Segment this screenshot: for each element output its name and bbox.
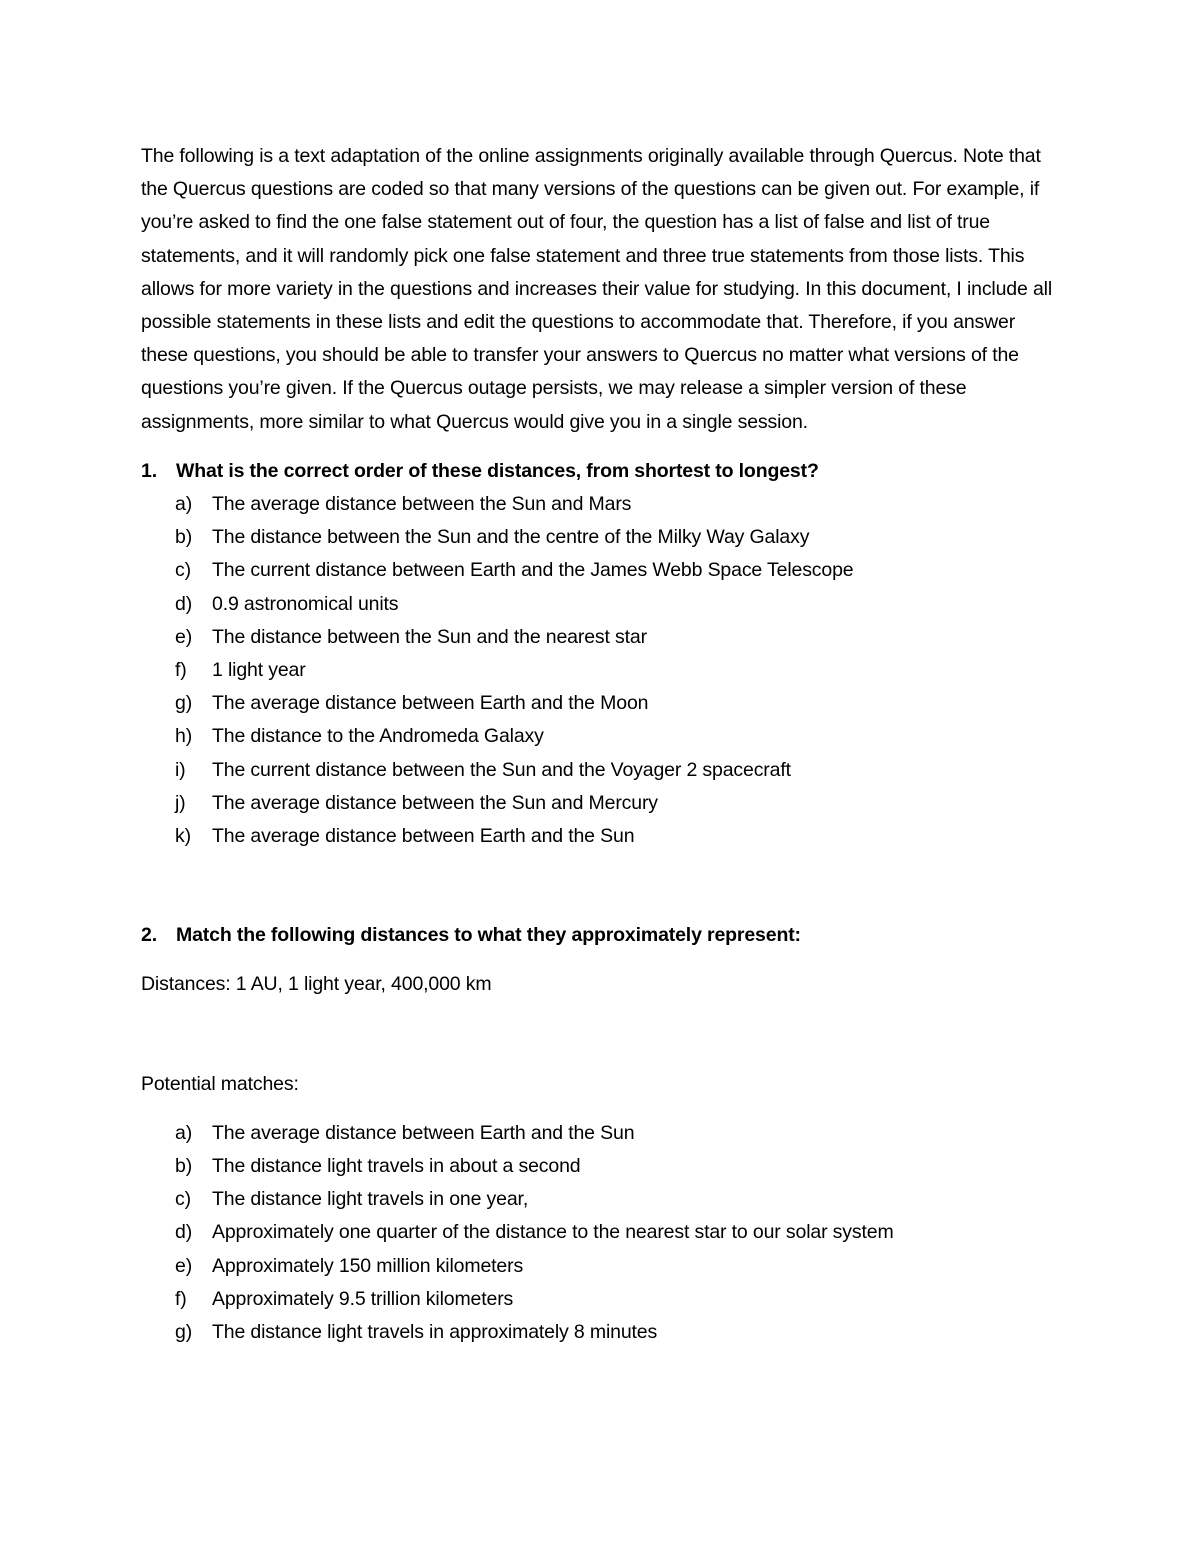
q1-option-b [141,521,1066,554]
q1-option-h-letter: h) [175,725,193,748]
question-2-number: 2. [141,924,157,947]
q2-option-d-letter: d) [175,1221,193,1244]
q1-option-f [141,654,1066,687]
q1-option-e [141,621,1066,654]
q2-option-e-text: Approximately 150 million kilometers [212,1254,524,1277]
q1-option-k-text: The average distance between Earth and the Sun [212,825,635,848]
potential-matches-label: Potential matches: [141,1072,299,1095]
distances-list: Distances: 1 AU, 1 light year, 400,000 km [141,973,492,996]
q2-option-a [141,1117,1066,1150]
q1-option-a [141,488,1066,521]
q2-option-c [141,1183,1066,1216]
q1-option-i-letter: i) [175,758,186,781]
q1-option-j-text: The average distance between the Sun and Mercury [212,791,658,814]
q2-option-c-text: The distance light travels in one year, [212,1188,529,1211]
q2-option-f-text: Approximately 9.5 trillion kilometers [212,1287,514,1310]
question-1-text: What is the correct order of these distances, from shortest to longest? [176,459,819,482]
q2-option-a-text: The average distance between Earth and the Sun [212,1121,635,1144]
q1-option-j [141,787,1066,820]
q1-option-k [141,820,1066,853]
q1-option-j-letter: j) [175,791,186,814]
q1-option-h-text: The distance to the Andromeda Galaxy [212,725,544,748]
q2-option-b-letter: b) [175,1155,193,1178]
q1-option-i-text: The current distance between the Sun and the Voyager 2 spacecraft [212,758,791,781]
q2-option-f-letter: f) [175,1287,187,1310]
q1-option-g-letter: g) [175,692,193,715]
q1-option-f-text: 1 light year [212,659,306,682]
question-1 [141,455,1066,488]
q2-option-d-text: Approximately one quarter of the distance to the nearest star to our solar system [212,1221,894,1244]
q2-option-d [141,1216,1066,1249]
question-1-options [141,488,1066,853]
question-2-options [141,1117,1066,1349]
q1-option-b-text: The distance between the Sun and the centre of the Milky Way Galaxy [212,526,810,549]
q1-option-d [141,588,1066,621]
question-2 [141,919,1066,952]
q1-option-h [141,720,1066,753]
document-body [141,140,1066,1349]
question-1-number: 1. [141,459,157,482]
q2-option-f [141,1283,1066,1316]
q1-option-f-letter: f) [175,659,187,682]
intro-paragraph: The following is a text adaptation of the online assignments originally available through Quercus. Note that the Quercus questions are coded so that many versions of the questions can be given out. For example, if you’re asked to find the one false statement out of four, the question has a list of false and list of true statements, and it will randomly pick one false statement and three true statements from those lists. This allows for more variety in the questions and increases their value for studying. In this document, I include all possible statements in these lists and edit the questions to accommodate that. Therefore, if you answer these questions, you should be able to transfer your answers to Quercus no matter what versions of the questions you’re given. If the Quercus outage persists, we may release a simpler version of these assignments, more similar to what Quercus would give you in a single session. [141,145,1053,433]
q2-option-g-text: The distance light travels in approximately 8 minutes [212,1321,658,1344]
q1-option-d-letter: d) [175,592,193,615]
q1-option-c-letter: c) [175,559,191,582]
q1-option-d-text: 0.9 astronomical units [212,592,399,615]
q1-option-i [141,754,1066,787]
q1-option-c [141,554,1066,587]
q2-option-g-letter: g) [175,1321,193,1344]
q1-option-a-text: The average distance between the Sun and Mars [212,493,632,516]
q1-option-e-letter: e) [175,625,193,648]
q1-option-a-letter: a) [175,493,193,516]
q2-option-a-letter: a) [175,1121,193,1144]
q1-option-g [141,687,1066,720]
q2-option-e-letter: e) [175,1254,193,1277]
q2-option-c-letter: c) [175,1188,191,1211]
q1-option-e-text: The distance between the Sun and the nearest star [212,625,647,648]
q2-option-b [141,1150,1066,1183]
q1-option-b-letter: b) [175,526,193,549]
q1-option-k-letter: k) [175,825,191,848]
q1-option-c-text: The current distance between Earth and the James Webb Space Telescope [212,559,854,582]
q1-option-g-text: The average distance between Earth and the Moon [212,692,649,715]
q2-option-g [141,1316,1066,1349]
q2-option-e [141,1250,1066,1283]
question-2-text: Match the following distances to what they approximately represent: [176,924,801,947]
q2-option-b-text: The distance light travels in about a second [212,1155,581,1178]
